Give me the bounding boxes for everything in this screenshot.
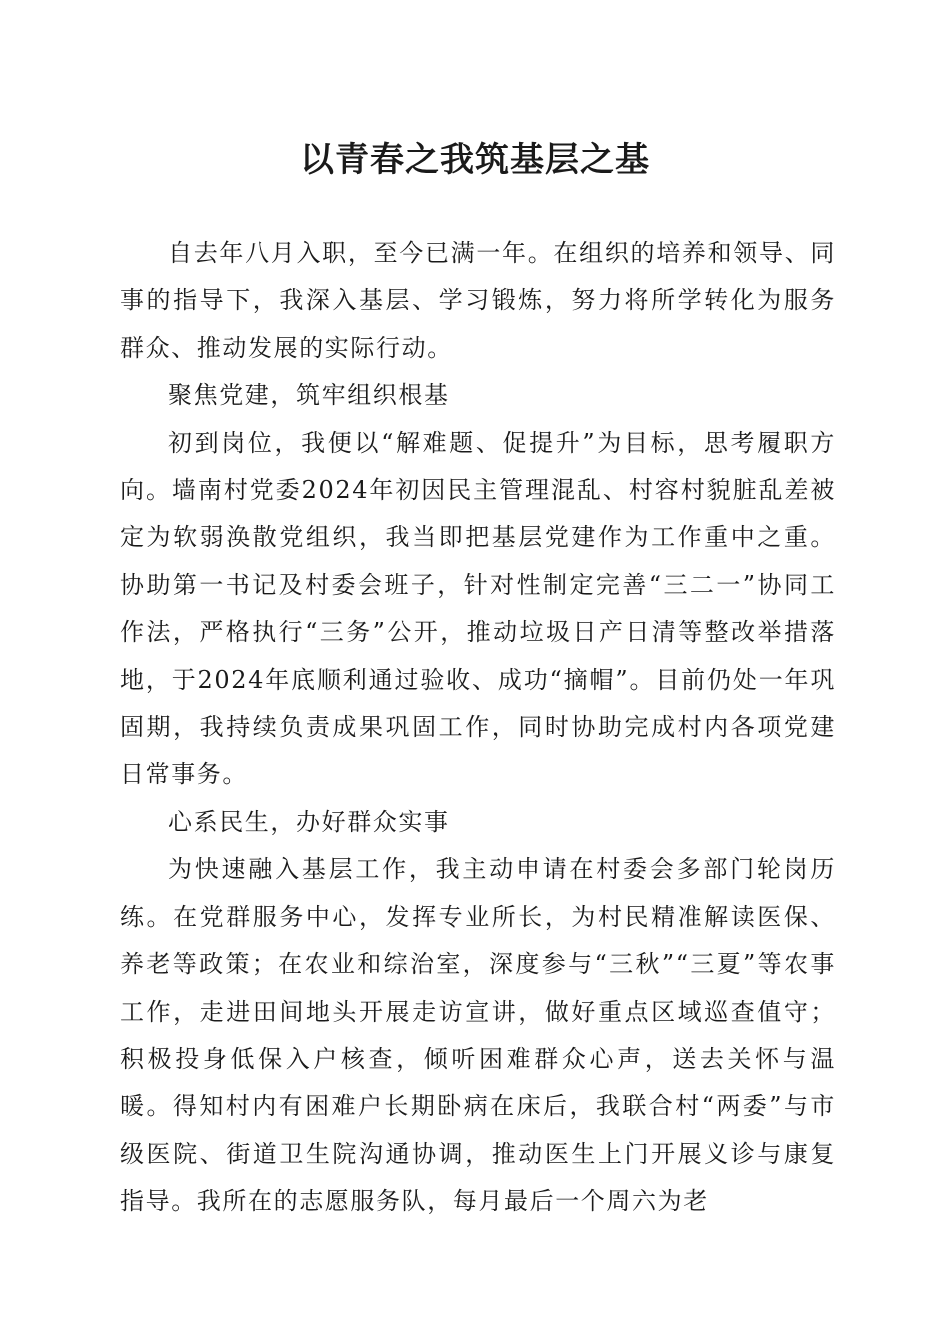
intro-paragraph: 自去年八月入职，至今已满一年。在组织的培养和领导、同事的指导下，我深入基层、学习锻炼，努力将所学转化为服务群众、推动发展的实际行动。: [120, 239, 836, 362]
section-heading-party-building: 聚焦党建，筑牢组织根基: [168, 381, 450, 410]
livelihood-paragraph: 为快速融入基层工作，我主动申请在村委会多部门轮岗历练。在党群服务中心，发挥专业所长，为村民精准解读医保、养老等政策；在农业和综治室，深度参与“三秋”“三夏”等农事工作，走进田间地头开展走访宣讲，做好重点区域巡查值守；积极投身低保入户核查，倾听困难群众心声，送去关怀与温暖。得知村内有困难户长期卧病在床后，我联合村“两委”与市级医院、街道卫生院沟通协调，推动医生上门开展义诊与康复指导。我所在的志愿服务队，每月最后一个周六为老: [120, 855, 836, 1216]
party-building-paragraph: 初到岗位，我便以“解难题、促提升”为目标，思考履职方向。墙南村党委2024年初因民主管理混乱、村容村貌脏乱差被定为软弱涣散党组织，我当即把基层党建作为工作重中之重。协助第一书记及村委会班子，针对性制定完善“三二一”协同工作法，严格执行“三务”公开，推动垃圾日产日清等整改举措落地，于2024年底顺利通过验收、成功“摘帽”。目前仍处一年巩固期，我持续负责成果巩固工作，同时协助完成村内各项党建日常事务。: [120, 428, 836, 789]
section-heading-livelihood: 心系民生，办好群众实事: [168, 807, 450, 836]
document-title: 以青春之我筑基层之基: [300, 140, 650, 180]
document-body: [120, 230, 836, 1226]
